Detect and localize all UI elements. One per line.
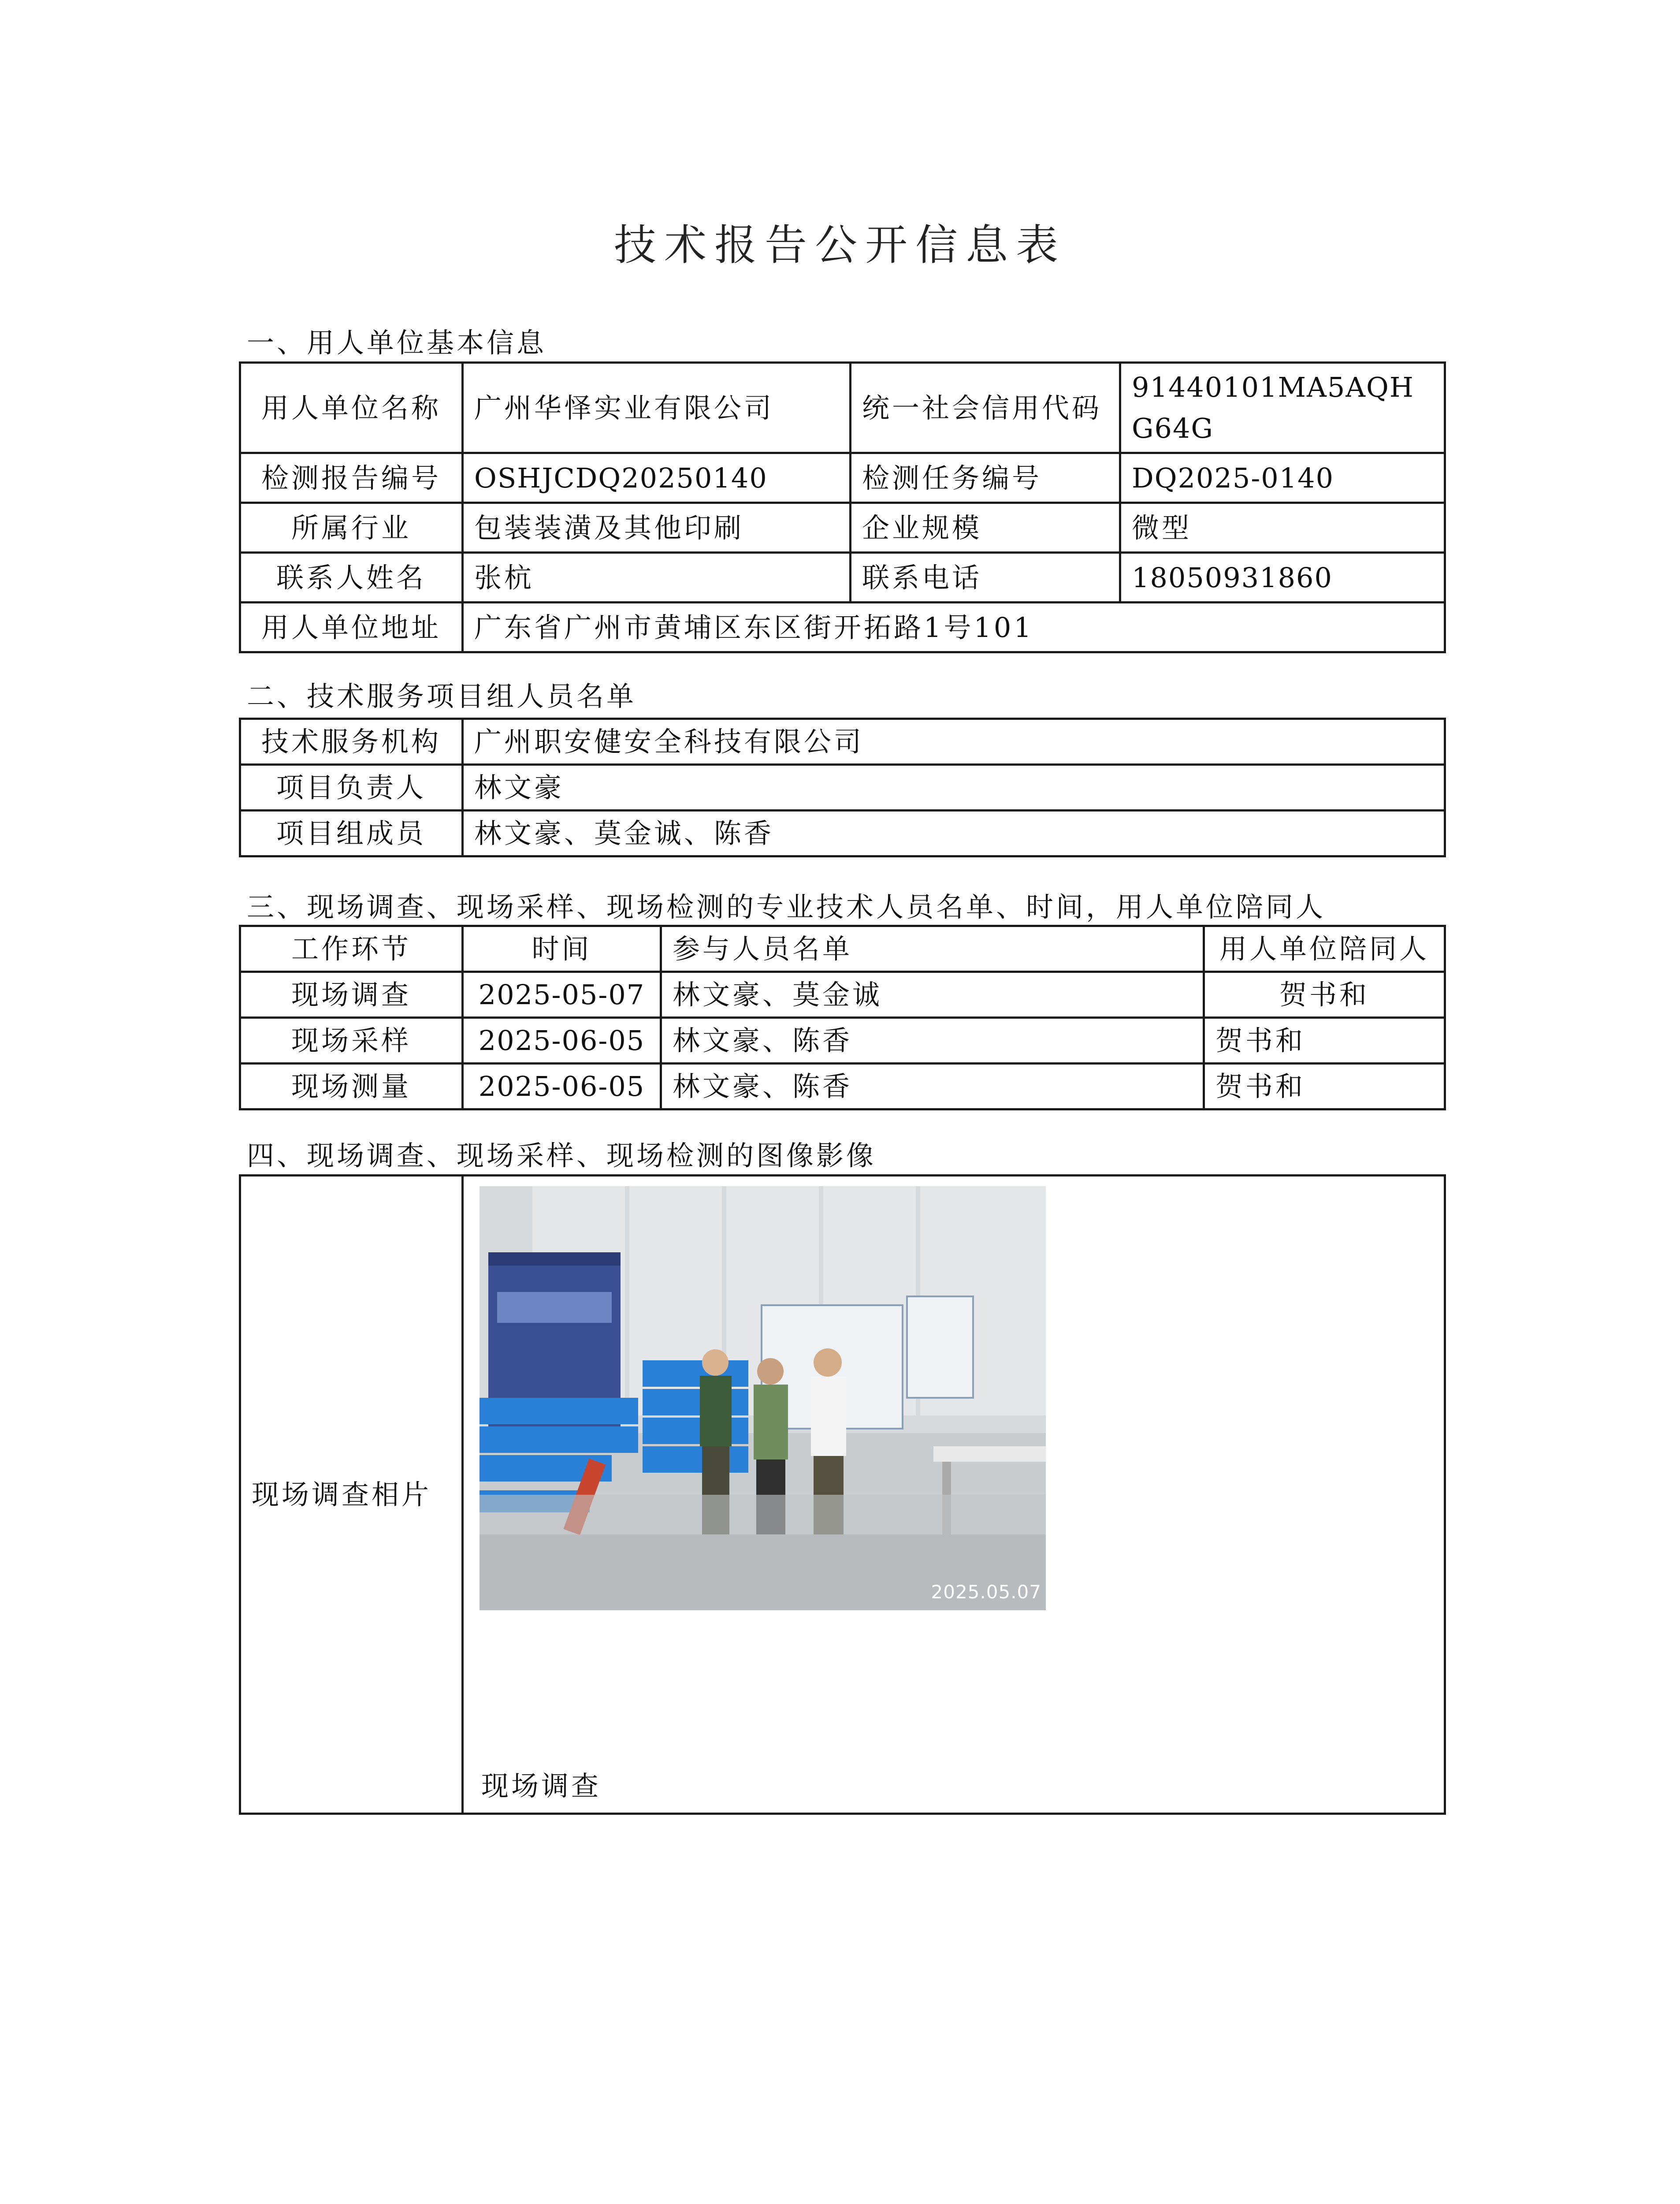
photo-cell bbox=[463, 1176, 1445, 1814]
cell-escort: 贺书和 bbox=[1204, 972, 1445, 1018]
label-service-org: 技术服务机构 bbox=[240, 719, 463, 765]
table-row bbox=[240, 719, 1445, 765]
table-row bbox=[240, 553, 1445, 603]
section-1-heading: 一、用人单位基本信息 bbox=[247, 327, 547, 359]
value-project-lead: 林文豪 bbox=[463, 765, 1445, 811]
page-title: 技术报告公开信息表 bbox=[614, 220, 1066, 270]
cell-stage: 现场采样 bbox=[240, 1018, 463, 1064]
image-table bbox=[239, 1174, 1446, 1815]
value-project-members: 林文豪、莫金诚、陈香 bbox=[463, 811, 1445, 856]
value-industry: 包装装潢及其他印刷 bbox=[463, 503, 851, 553]
cell-escort: 贺书和 bbox=[1204, 1064, 1445, 1109]
cell-staff: 林文豪、陈香 bbox=[661, 1018, 1204, 1064]
photo-caption: 现场调查 bbox=[481, 1770, 602, 1802]
table-row bbox=[240, 1018, 1445, 1064]
table-row bbox=[240, 453, 1445, 503]
value-unit-name: 广州华怿实业有限公司 bbox=[463, 363, 851, 453]
cell-staff: 林文豪、陈香 bbox=[661, 1064, 1204, 1109]
cell-staff: 林文豪、莫金诚 bbox=[661, 972, 1204, 1018]
basic-info-table bbox=[239, 361, 1446, 653]
table-header-row bbox=[240, 926, 1445, 972]
staff-table bbox=[239, 718, 1446, 857]
label-unit-name: 用人单位名称 bbox=[240, 363, 463, 453]
site-survey-photo bbox=[479, 1186, 1046, 1610]
label-report-number: 检测报告编号 bbox=[240, 453, 463, 503]
value-scale: 微型 bbox=[1120, 503, 1445, 553]
label-project-members: 项目组成员 bbox=[240, 811, 463, 856]
cell-date: 2025-06-05 bbox=[463, 1018, 661, 1064]
value-contact-name: 张杭 bbox=[463, 553, 851, 603]
label-contact-phone: 联系电话 bbox=[851, 553, 1120, 603]
label-address: 用人单位地址 bbox=[240, 603, 463, 652]
cell-date: 2025-05-07 bbox=[463, 972, 661, 1018]
label-industry: 所属行业 bbox=[240, 503, 463, 553]
table-row bbox=[240, 972, 1445, 1018]
label-credit-code: 统一社会信用代码 bbox=[851, 363, 1120, 453]
header-escort: 用人单位陪同人 bbox=[1204, 926, 1445, 972]
photo-timestamp: 2025.05.07 bbox=[931, 1581, 1041, 1603]
cell-date: 2025-06-05 bbox=[463, 1064, 661, 1109]
table-row bbox=[240, 1064, 1445, 1109]
site-work-table bbox=[239, 925, 1446, 1110]
label-contact-name: 联系人姓名 bbox=[240, 553, 463, 603]
table-row bbox=[240, 603, 1445, 652]
table-row bbox=[240, 363, 1445, 453]
cell-stage: 现场测量 bbox=[240, 1064, 463, 1109]
section-2-heading: 二、技术服务项目组人员名单 bbox=[247, 680, 637, 712]
table-row bbox=[240, 1176, 1445, 1814]
value-contact-phone: 18050931860 bbox=[1120, 553, 1445, 603]
table-row bbox=[240, 811, 1445, 856]
value-address: 广东省广州市黄埔区东区街开拓路1号101 bbox=[463, 603, 1445, 652]
header-staff: 参与人员名单 bbox=[661, 926, 1204, 972]
section-4-heading: 四、现场调查、现场采样、现场检测的图像影像 bbox=[247, 1139, 877, 1172]
value-service-org: 广州职安健安全科技有限公司 bbox=[463, 719, 1445, 765]
label-task-number: 检测任务编号 bbox=[851, 453, 1120, 503]
label-site-photo: 现场调查相片 bbox=[240, 1176, 463, 1814]
table-row bbox=[240, 503, 1445, 553]
value-credit-code: 91440101MA5AQHG64G bbox=[1120, 363, 1445, 453]
label-project-lead: 项目负责人 bbox=[240, 765, 463, 811]
header-stage: 工作环节 bbox=[240, 926, 463, 972]
cell-stage: 现场调查 bbox=[240, 972, 463, 1018]
label-scale: 企业规模 bbox=[851, 503, 1120, 553]
table-row bbox=[240, 765, 1445, 811]
value-task-number: DQ2025-0140 bbox=[1120, 453, 1445, 503]
value-report-number: OSHJCDQ20250140 bbox=[463, 453, 851, 503]
section-3-heading: 三、现场调查、现场采样、现场检测的专业技术人员名单、时间，用人单位陪同人 bbox=[247, 891, 1326, 923]
cell-escort: 贺书和 bbox=[1204, 1018, 1445, 1064]
header-date: 时间 bbox=[463, 926, 661, 972]
